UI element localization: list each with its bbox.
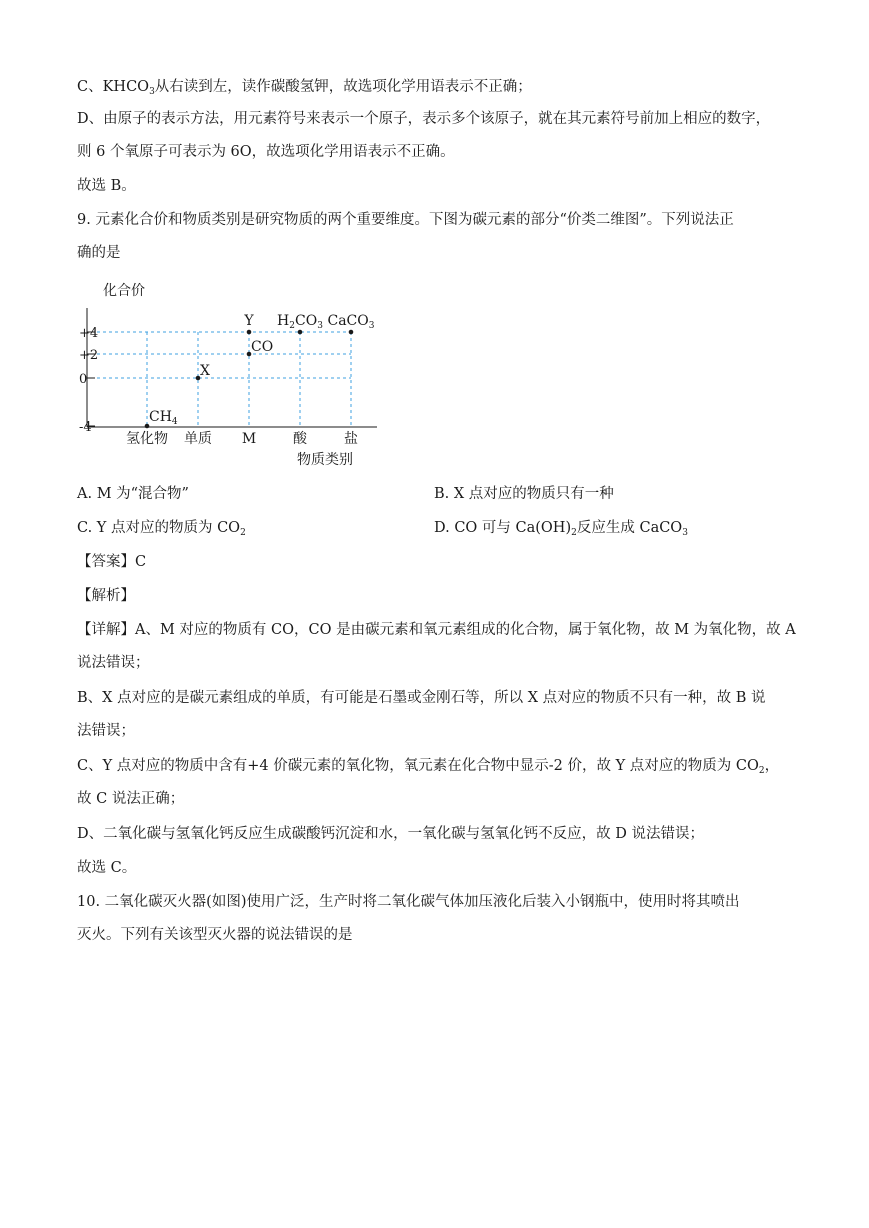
x-tick-label: 酸: [293, 431, 307, 447]
y-tick-label: -4: [79, 420, 92, 435]
option-a: A. M 为“混合物”: [77, 486, 189, 502]
answer: 【答案】C: [77, 554, 147, 570]
y-axis-label: 化合价: [103, 283, 145, 299]
question-10-stem-line2: 灭火。下列有关该型灭火器的说法错误的是: [77, 927, 353, 943]
y-tick-label: 0: [79, 372, 88, 387]
valence-class-chart: [77, 276, 387, 472]
data-point: [247, 330, 252, 335]
point-label: CO: [251, 339, 274, 355]
option-c: C. Y 点对应的物质为 $CO_2$: [77, 520, 246, 538]
detail-b-line2: 法错误；: [77, 723, 135, 739]
question-9-stem-line2: 确的是: [77, 245, 121, 261]
option-d: D. CO 可与 $Ca(OH)_2$反应生成 CaCO$_3$: [434, 520, 688, 538]
point-label: X: [200, 363, 210, 379]
y-tick-label: +4: [79, 326, 99, 341]
point-label: $CH_4$: [149, 409, 178, 427]
question-10-stem-line1: 10. 二氧化碳灭火器(如图)使用广泛，生产时将二氧化碳气体加压液化后装入小钢瓶中，使用时将其喷出: [77, 894, 740, 910]
prev-answer: 故选 B。: [77, 178, 136, 194]
question-9-stem-line1: 9. 元素化合价和物质类别是研究物质的两个重要维度。下图为碳元素的部分“价类二维图”。下列说法正: [77, 212, 734, 228]
analysis-title: 【解析】: [77, 588, 135, 604]
detail-c-line1: C、Y 点对应的物质中含有+4 价碳元素的氧化物，氧元素在化合物中显示-2 价，故 Y 点对应的物质为 $CO_2$，: [77, 758, 780, 776]
detail-c-line2: 故 C 说法正确；: [77, 791, 185, 807]
x-axis-label: 物质类别: [297, 452, 353, 468]
option-b: B. X 点对应的物质只有一种: [434, 486, 614, 502]
x-tick-label: 氢化物: [126, 431, 168, 447]
x-tick-label: 单质: [184, 431, 212, 447]
prev-option-d-explanation-line1: D、由原子的表示方法，用元素符号来表示一个原子，表示多个该原子，就在其元素符号前加上相应的数字，: [77, 111, 771, 127]
point-label: CaCO$_3$: [327, 313, 375, 331]
x-tick-label: 盐: [344, 431, 358, 447]
y-tick-label: +2: [79, 348, 99, 363]
detail-a-line2: 说法错误；: [77, 655, 150, 671]
point-label: Y: [244, 313, 254, 329]
prev-option-d-explanation-line2: 则 6 个氧原子可表示为 6O，故选项化学用语表示不正确。: [77, 144, 455, 160]
data-point: [298, 330, 303, 335]
detail-b-line1: B、X 点对应的是碳元素组成的单质，有可能是石墨或金刚石等，所以 X 点对应的物质不只有一种，故 B 说: [77, 690, 766, 706]
conclusion: 故选 C。: [77, 860, 137, 876]
point-label: $H_2CO_3$: [277, 313, 323, 331]
prev-option-c-explanation: C、$KHCO_3$从右读到左，读作碳酸氢钾，故选项化学用语表示不正确；: [77, 79, 532, 97]
detail-d: D、二氧化碳与氢氧化钙反应生成碳酸钙沉淀和水，一氧化碳与氢氧化钙不反应，故 D 说法错误；: [77, 826, 704, 842]
detail-a-line1: 【详解】A、M 对应的物质有 CO，CO 是由碳元素和氧元素组成的化合物，属于氧化物，故 M 为氧化物，故 A: [77, 622, 796, 638]
x-tick-label: M: [241, 431, 257, 447]
data-point: [349, 330, 354, 335]
